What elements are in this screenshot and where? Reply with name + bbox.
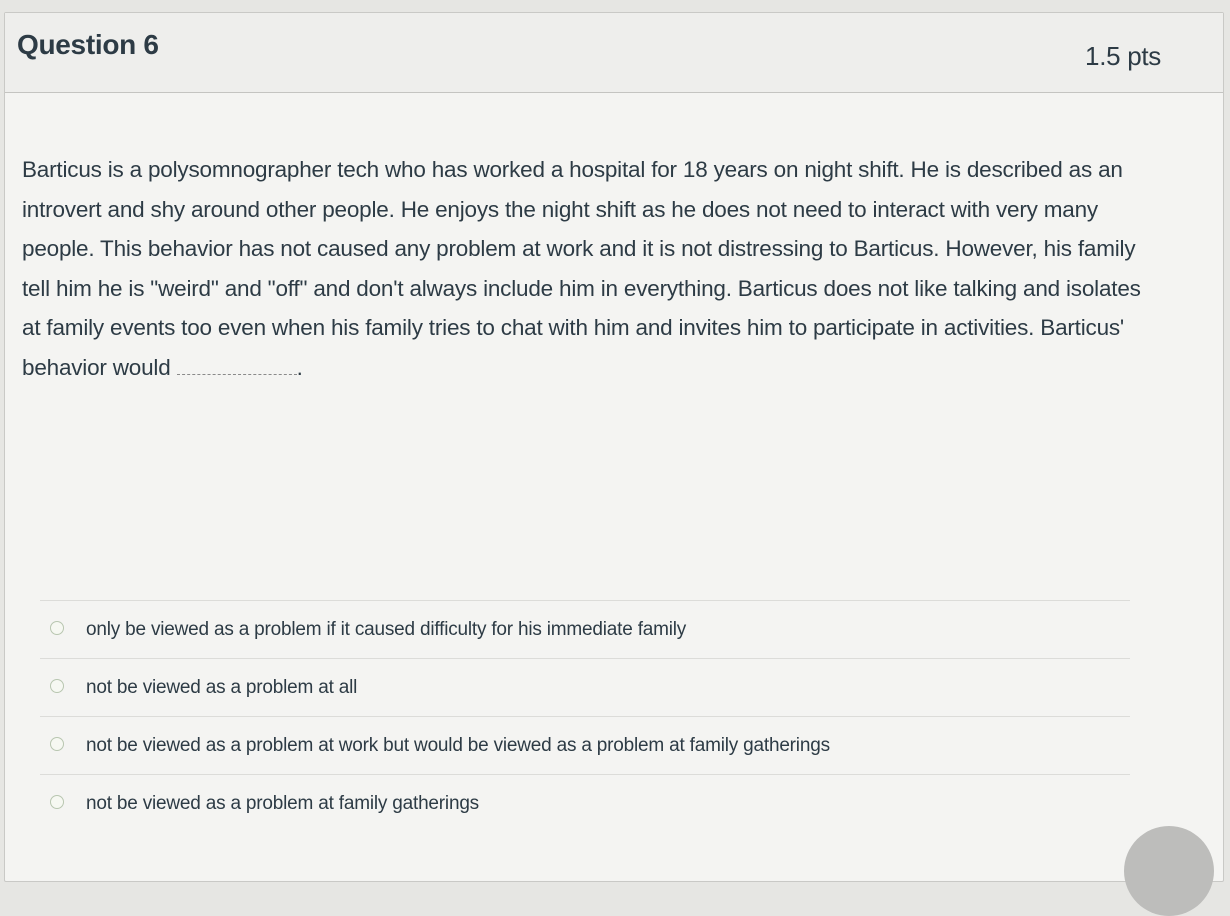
question-text-body: Barticus is a polysomnographer tech who has worked a hospital for 18 years on night shift. He is described as an introvert and shy around other people. He enjoys the night shift as he does not need to interact with very many people. This behavior has not caused any problem at work and it is not distressing to Barticus. However, his family tell him he is "weird" and "off" and don't always include him in everything. Barticus does not like talking and isolates at family events too even when his family tries to chat with him and invites him to participate in activities. Barticus' behavior would — [22, 157, 1141, 380]
question-points: 1.5 pts — [1085, 41, 1161, 71]
answer-option[interactable] — [40, 774, 1130, 832]
radio-button[interactable] — [50, 737, 64, 751]
radio-button[interactable] — [50, 621, 64, 635]
answer-label[interactable]: not be viewed as a problem at family gatherings — [86, 793, 479, 814]
question-text-end: . — [296, 354, 303, 380]
question-title: Question 6 — [17, 29, 159, 60]
answer-list — [40, 600, 1130, 832]
answer-label[interactable]: only be viewed as a problem if it caused difficulty for his immediate family — [86, 619, 687, 640]
answer-option[interactable] — [40, 716, 1130, 774]
question-header — [5, 13, 1223, 93]
answer-blank — [177, 356, 297, 375]
radio-button[interactable] — [50, 795, 64, 809]
question-text — [22, 150, 1162, 387]
answer-option[interactable] — [40, 658, 1130, 716]
answer-label[interactable]: not be viewed as a problem at all — [86, 677, 358, 698]
radio-button[interactable] — [50, 679, 64, 693]
floating-button[interactable] — [1124, 826, 1214, 916]
answer-option[interactable] — [40, 600, 1130, 658]
answer-label[interactable]: not be viewed as a problem at work but would be viewed as a problem at family gatherings — [86, 735, 830, 756]
